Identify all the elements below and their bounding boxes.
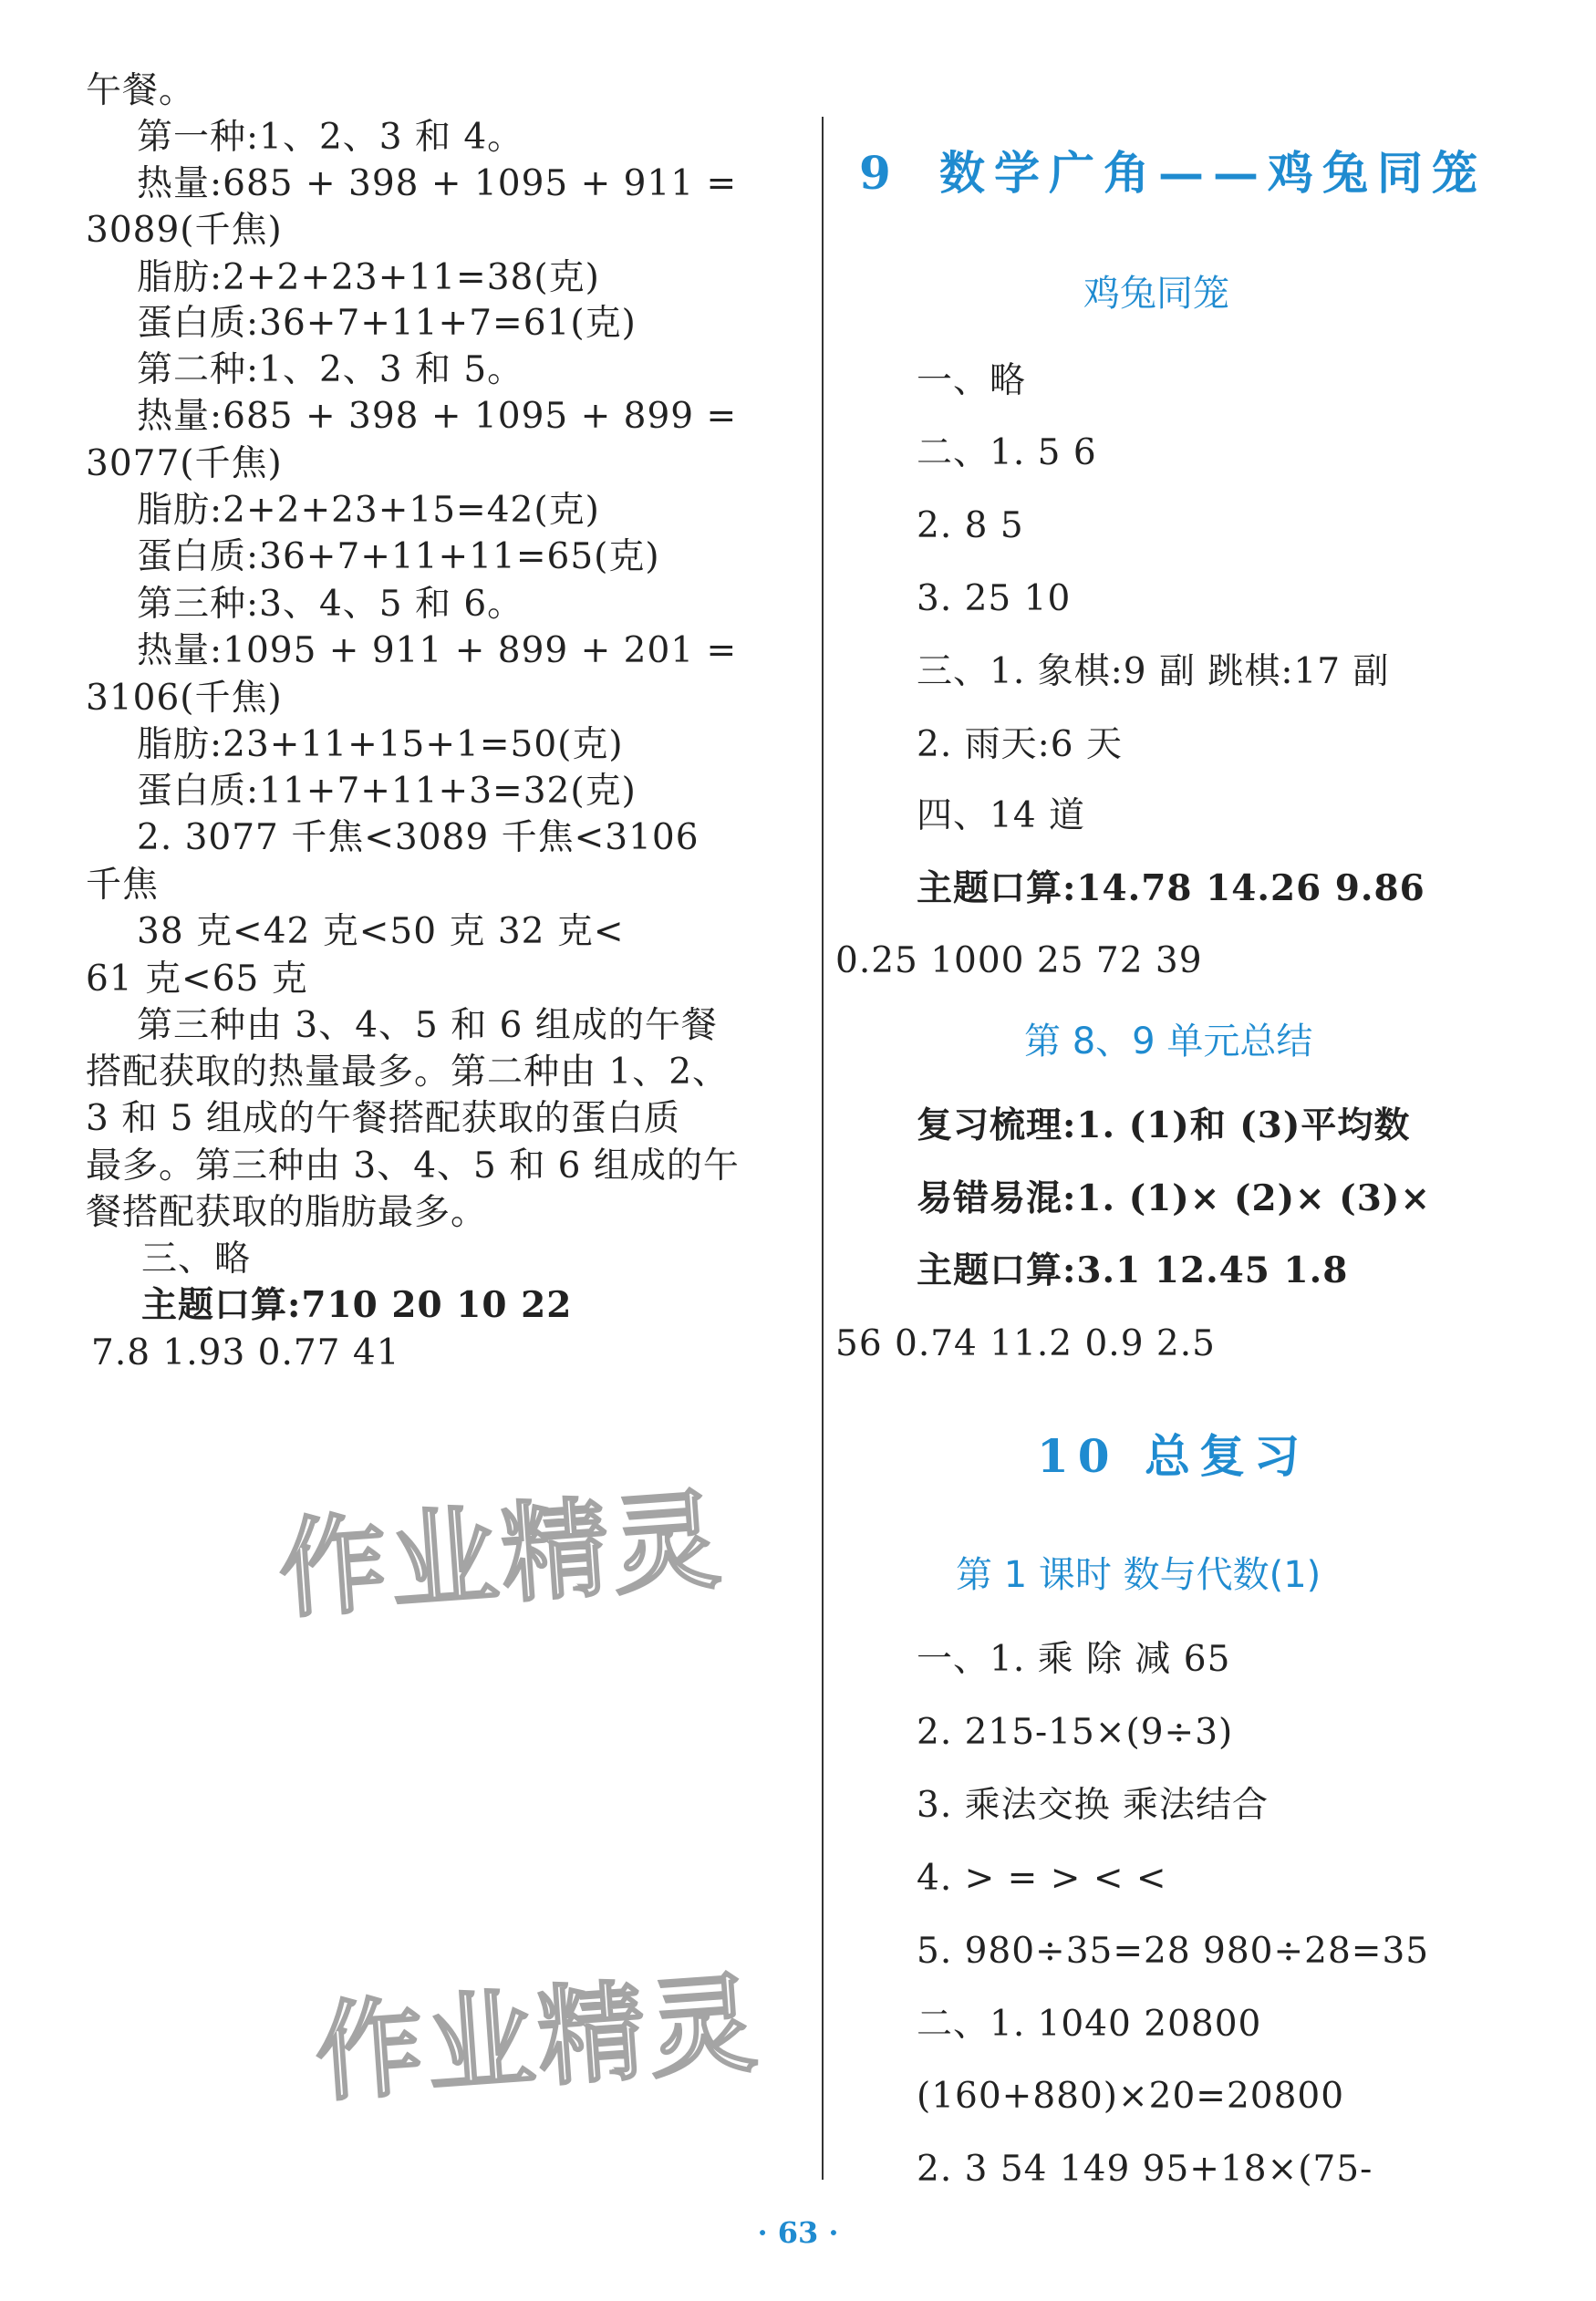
- text-line: 搭配获取的热量最多。第二种由 1、2、: [86, 1052, 730, 1093]
- chapter-10-title: 总复习: [1145, 1429, 1309, 1483]
- text-line: 2. 215-15×(9÷3): [917, 1712, 1234, 1753]
- text-line: 5. 980÷35=28 980÷28=35: [917, 1931, 1430, 1972]
- text-line: 3106(千焦): [86, 678, 283, 719]
- page-number: · 63 ·: [757, 2215, 839, 2250]
- text-line: 热量:685 + 398 + 1095 + 899 =: [137, 396, 738, 437]
- text-line: 第二种:1、2、3 和 5。: [137, 349, 524, 390]
- text-line: 二、1. 5 6: [917, 432, 1097, 473]
- text-line: 热量:1095 + 911 + 899 + 201 =: [137, 630, 738, 671]
- text-line: 脂肪:2+2+23+11=38(克): [137, 257, 600, 298]
- text-line: 餐搭配获取的脂肪最多。: [86, 1192, 488, 1233]
- chapter-10-number: 10: [1037, 1429, 1119, 1483]
- text-line: 0.25 1000 25 72 39: [835, 940, 1203, 981]
- chapter-9-title: 数学广角——鸡兔同笼: [939, 146, 1487, 200]
- section-title-lesson-1: 第 1 课时 数与代数(1): [956, 1554, 1321, 1596]
- text-line: 主题口算:710 20 10 22: [141, 1284, 573, 1326]
- text-line: 一、略: [917, 360, 1027, 401]
- text-line: 2. 3077 千焦<3089 千焦<3106: [137, 817, 700, 858]
- text-line: 2. 8 5: [917, 505, 1024, 546]
- column-divider: [822, 117, 824, 2180]
- text-line: (160+880)×20=20800: [917, 2076, 1345, 2117]
- text-line: 主题口算:14.78 14.26 9.86: [917, 867, 1425, 909]
- text-line: 易错易混:1. (1)× (2)× (3)×: [917, 1177, 1432, 1219]
- text-line: 第三种:3、4、5 和 6。: [137, 584, 524, 625]
- text-line: 三、1. 象棋:9 副 跳棋:17 副: [917, 651, 1390, 692]
- text-line: 三、略: [141, 1239, 252, 1280]
- text-line: 2. 雨天:6 天: [917, 724, 1123, 765]
- text-line: 二、1. 1040 20800: [917, 2004, 1262, 2045]
- text-line: 3. 乘法交换 乘法结合: [917, 1785, 1270, 1826]
- text-line: 脂肪:23+11+15+1=50(克): [137, 724, 624, 765]
- text-line: 3089(千焦): [86, 210, 283, 251]
- text-line: 四、14 道: [917, 795, 1086, 836]
- text-line: 61 克<65 克: [86, 959, 308, 1000]
- text-line: 3077(千焦): [86, 443, 283, 484]
- text-line: 4. > = > < <: [917, 1858, 1167, 1899]
- text-line: 第三种由 3、4、5 和 6 组成的午餐: [137, 1005, 718, 1046]
- text-line: 38 克<42 克<50 克 32 克<: [137, 911, 625, 952]
- text-line: 7.8 1.93 0.77 41: [91, 1332, 400, 1373]
- chapter-9-number: 9: [859, 146, 900, 200]
- text-line: 最多。第三种由 3、4、5 和 6 组成的午: [86, 1145, 740, 1187]
- text-line: 3 和 5 组成的午餐搭配获取的蛋白质: [86, 1098, 680, 1139]
- text-line: 2. 3 54 149 95+18×(75-: [917, 2149, 1373, 2190]
- text-line: 蛋白质:36+7+11+7=61(克): [137, 303, 637, 344]
- text-line: 千焦: [86, 865, 160, 906]
- text-line: 脂肪:2+2+23+15=42(克): [137, 490, 600, 531]
- text-line: 蛋白质:11+7+11+3=32(克): [137, 771, 637, 812]
- text-line: 一、1. 乘 除 减 65: [917, 1639, 1231, 1680]
- text-line: 56 0.74 11.2 0.9 2.5: [835, 1323, 1216, 1364]
- text-line: 复习梳理:1. (1)和 (3)平均数: [917, 1104, 1411, 1146]
- text-line: 热量:685 + 398 + 1095 + 911 =: [137, 163, 738, 204]
- text-line: 蛋白质:36+7+11+11=65(克): [137, 536, 660, 577]
- text-line: 主题口算:3.1 12.45 1.8: [917, 1249, 1349, 1291]
- watermark: 作业精灵: [275, 1477, 728, 1633]
- text-line: 3. 25 10: [917, 578, 1072, 619]
- text-line: 午餐。: [86, 70, 196, 111]
- text-line: 第一种:1、2、3 和 4。: [137, 117, 524, 158]
- watermark: 作业精灵: [311, 1960, 764, 2117]
- section-title-unit-summary: 第 8、9 单元总结: [1024, 1021, 1313, 1062]
- section-title-chicken-rabbit: 鸡兔同笼: [1083, 273, 1229, 315]
